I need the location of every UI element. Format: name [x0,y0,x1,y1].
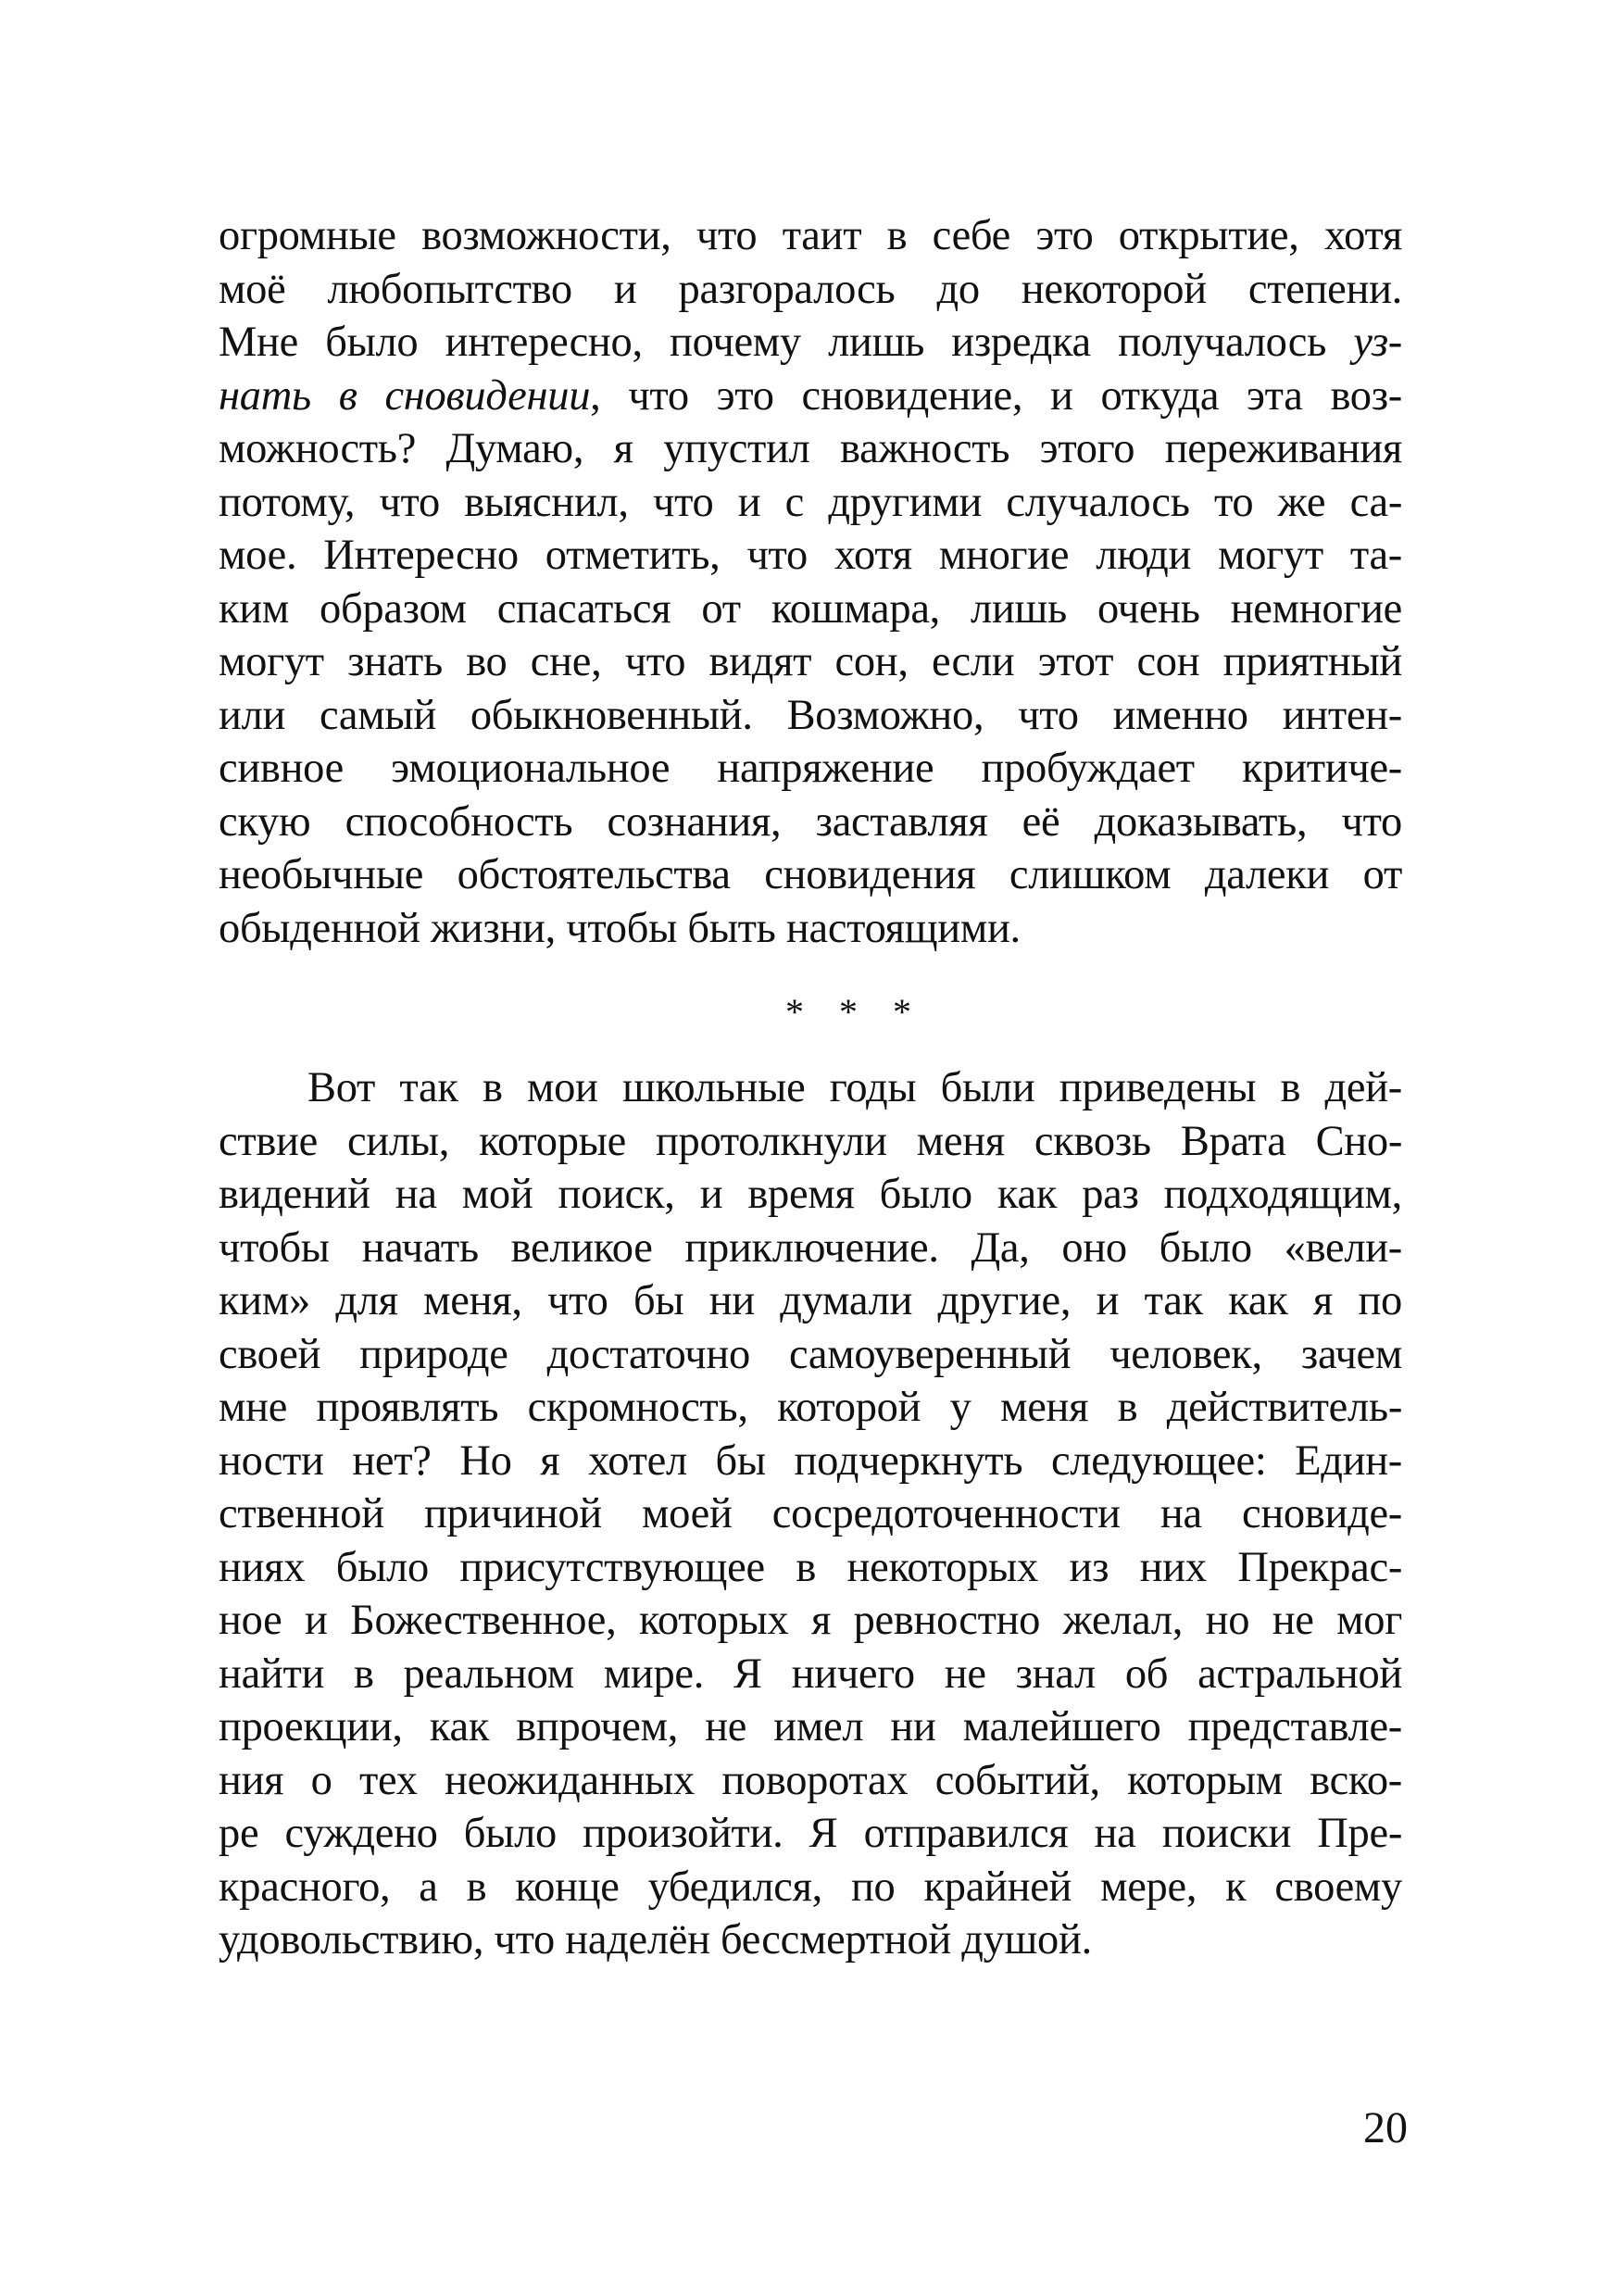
text-line: сивное эмоциональное напряжение пробуждает критиче- [219,745,1402,792]
italic-text: нать в сновидении [219,371,591,420]
text-span: Мне было интересно, почему лишь изредка получалось [219,319,1354,366]
text-line: ное и Божественное, которых я ревностно желал, но не мог [219,1597,1402,1644]
text-line: видений на мой поиск, и время было как раз подходящим, [219,1171,1402,1218]
italic-text: уз- [1353,319,1402,366]
text-line: потому, что выяснил, что и с другими случалось то же са- [219,478,1402,526]
text-line: огромные возможности, что таит в себе это открытие, хотя [219,212,1402,259]
text-line: ким» для меня, что бы ни думали другие, и так как я по [219,1277,1402,1324]
text-line: найти в реальном мире. Я ничего не знал об астральной [219,1650,1402,1698]
text-line: ре суждено было произойти. Я отправился на поиски Пре- [219,1810,1402,1857]
text-line: удовольствию, что наделён бессмертной душой. [219,1916,1092,1964]
text-line: можность? Думаю, я упустил важность этого переживания [219,425,1402,472]
text-line: необычные обстоятельства сновидения слишком далеки от [219,851,1402,898]
text-line [219,316,1402,370]
text-line: красного, а в конце убедился, по крайней мере, к своему [219,1863,1402,1911]
text-line: обыденной жизни, чтобы быть настоящими. [219,904,1021,952]
text-line: проекции, как впрочем, не имел ни малейшего представле- [219,1703,1402,1750]
paragraph-continued [219,209,1402,955]
text-span: , что это сновидение, и откуда эта воз- [590,371,1402,420]
text-line: ким образом спасаться от кошмара, лишь очень немногие [219,584,1402,633]
paragraph-new [219,1061,1402,1967]
text-line: мое. Интересно отметить, что хотя многие люди могут та- [219,532,1402,579]
text-line: ниях было присутствующее в некоторых из них Прекрас- [219,1543,1402,1591]
section-separator: * * * [785,991,924,1033]
text-line: чтобы начать великое приключение. Да, оно было «вели- [219,1223,1402,1272]
text-line: моё любопытство и разгоралось до некоторой степени. [219,265,1402,313]
text-line: или самый обыкновенный. Возможно, что именно интен- [219,691,1402,739]
text-line: ния о тех неожиданных поворотах событий, которым вско- [219,1756,1402,1804]
text-line: ствие силы, которые протолкнули меня сквозь Врата Сно- [219,1117,1402,1165]
page-number: 20 [1363,2103,1408,2152]
text-line: ственной причиной моей сосредоточенности на сновиде- [219,1490,1402,1537]
text-line: ности нет? Но я хотел бы подчеркнуть следующее: Един- [219,1437,1402,1485]
text-line [219,370,1402,423]
text-line: своей природе достаточно самоуверенный человек, зачем [219,1330,1402,1378]
text-line: мне проявлять скромность, которой у меня в действитель- [219,1384,1402,1431]
text-line: Вот так в мои школьные годы были приведены в дей- [307,1064,1402,1111]
text-line: могут знать во сне, что видят сон, если этот сон приятный [219,638,1402,685]
text-line: скую способность сознания, заставляя её доказывать, что [219,797,1402,846]
